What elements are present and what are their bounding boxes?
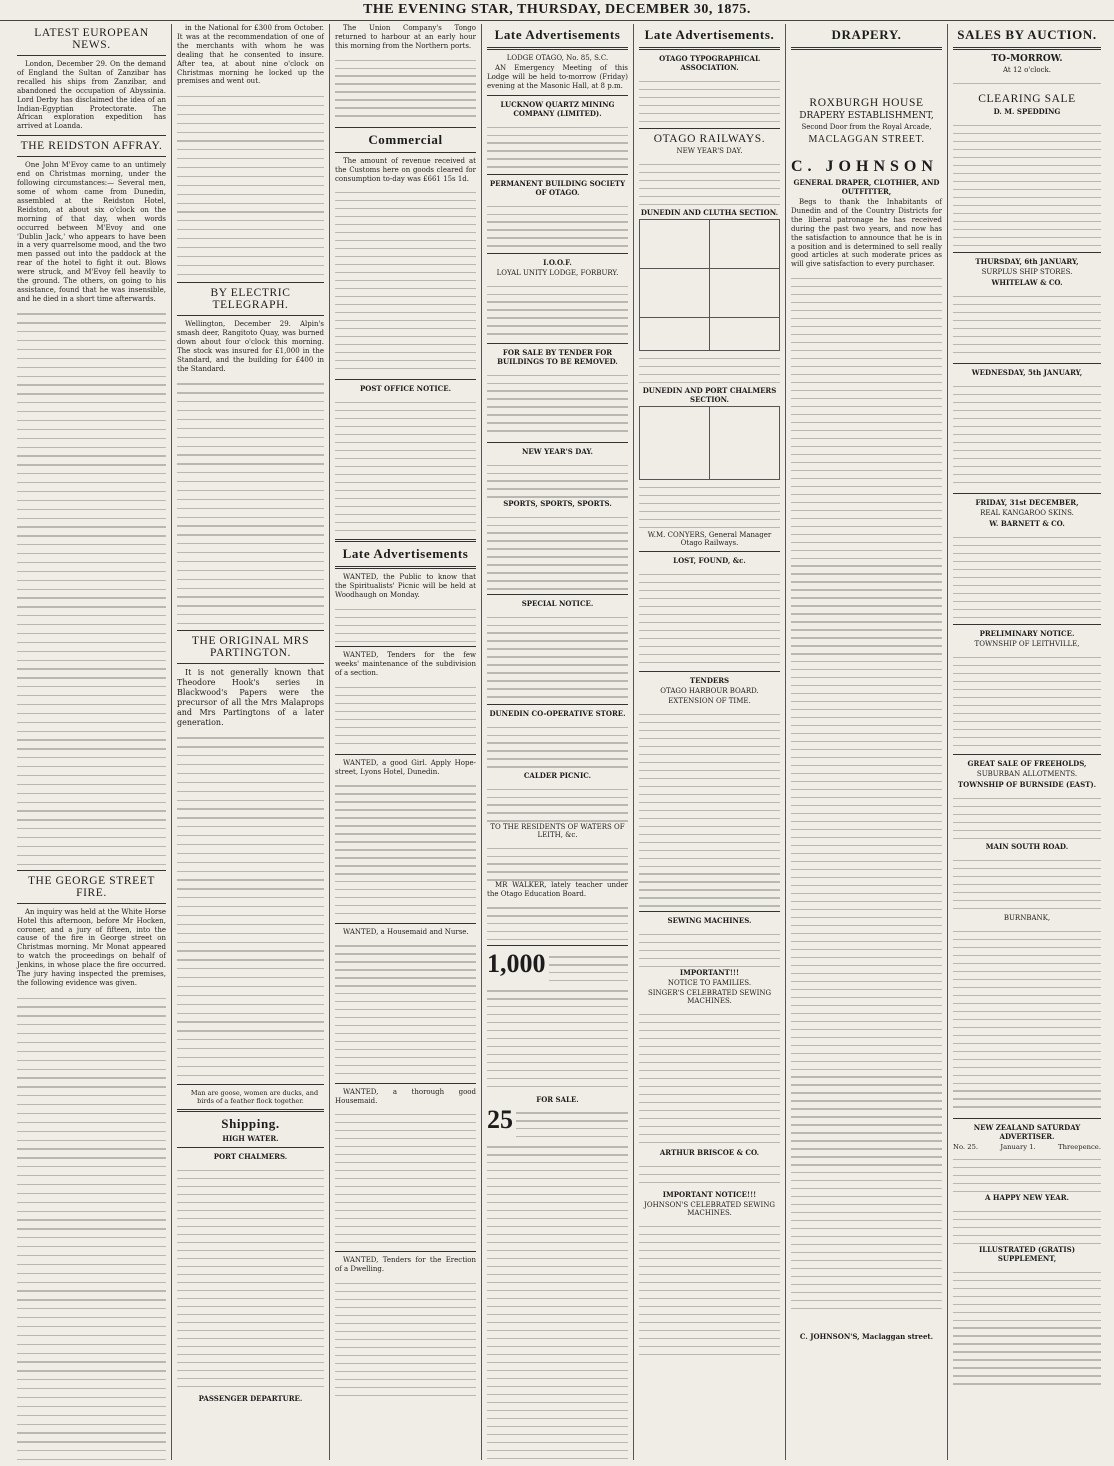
- article-partington: It is not generally known that Theodore Hook's series in Blackwood's Papers were the precursor of all the Mrs Malaprops and Mrs Partingtons of a later generation.: [177, 667, 324, 727]
- ad-lines: [639, 480, 780, 530]
- masthead: THE EVENING STAR, THURSDAY, DECEMBER 30, 1875.: [0, 0, 1114, 21]
- ad-lines: [487, 279, 628, 339]
- ad-lines: [639, 1007, 780, 1147]
- residents-notice: TO THE RESIDENTS OF WATERS OF LEITH, &c.: [490, 822, 625, 839]
- article-commercial: The amount of revenue received at the Customs here on goods cleared for consumption to-day was £661 15s 1d.: [335, 156, 476, 183]
- classified-ad: WANTED, Tenders for the few weeks' maintenance of the subdivision of a section.: [335, 651, 476, 750]
- ad-lines: [953, 118, 1101, 248]
- new-years-day: NEW YEAR'S DAY.: [522, 446, 593, 456]
- loyal-unity: LOYAL UNITY LODGE, FORBURY.: [496, 268, 619, 277]
- filler-quip: Man are goose, women are ducks, and birds of a feather flock together.: [190, 1088, 319, 1105]
- article-body-lines: [17, 990, 166, 1460]
- building-society: PERMANENT BUILDING SOCIETY OF OTAGO.: [489, 178, 626, 197]
- headline-george-street-fire: THE GEORGE STREET FIRE.: [27, 874, 156, 899]
- sales-auction-title: SALES BY AUCTION.: [957, 27, 1097, 42]
- barnett-name: W. BARNETT & CO.: [989, 519, 1065, 528]
- acres-ad: 25: [487, 1106, 628, 1140]
- ad-lines: [487, 610, 628, 700]
- ad-lines: [639, 927, 780, 967]
- ad-lines: [953, 1204, 1101, 1244]
- tender-sale: FOR SALE BY TENDER FOR BUILDINGS TO BE REMOVED.: [497, 347, 618, 366]
- ad-lines: [639, 1219, 780, 1359]
- dunedin-port-chalmers: DUNEDIN AND PORT CHALMERS SECTION.: [642, 386, 777, 404]
- ad-lines: [487, 120, 628, 170]
- arthur-briscoe: ARTHUR BRISCOE & CO.: [659, 1148, 760, 1157]
- ad-lines: [953, 379, 1101, 489]
- late-advertisements-title: Late Advertisements: [494, 27, 621, 42]
- columns: [12, 24, 1106, 1460]
- ad-lines: [487, 841, 628, 881]
- main-south-road: MAIN SOUTH ROAD.: [985, 842, 1069, 851]
- article-body-lines: [177, 88, 324, 278]
- drapery-estab: DRAPERY ESTABLISHMENT,: [799, 111, 934, 121]
- late-advertisements-title: Late Advertisements: [342, 546, 469, 562]
- headline-shipping: Shipping.: [221, 1116, 280, 1132]
- extension-time: EXTENSION OF TIME.: [668, 697, 751, 705]
- special-notice: SPECIAL NOTICE.: [521, 598, 594, 608]
- ad-lines: [953, 530, 1101, 620]
- article-telegraph: Wellington, December 29. Alpin's smash deer, Rangitoto Quay, was burned down about four o'clock this morning. The stock was insured for £1,000 in the Standard, and the building for £400 in the Standard.: [177, 320, 324, 373]
- ad-lines: [953, 1152, 1101, 1192]
- article-body-lines: [17, 306, 166, 866]
- illustrated-supplement: ILLUSTRATED (GRATIS) SUPPLEMENT,: [978, 1244, 1076, 1263]
- headline-mrs-partington: THE ORIGINAL MRS PARTINGTON.: [191, 634, 310, 659]
- classified-ad: WANTED, a Housemaid and Nurse.: [335, 928, 476, 1079]
- cooperative-store: DUNEDIN CO-OPERATIVE STORE.: [489, 708, 626, 718]
- drapery-list-lines: [791, 271, 942, 1331]
- ad-lines: [487, 510, 628, 590]
- otago-railways: OTAGO RAILWAYS.: [653, 133, 766, 145]
- column-7: [948, 24, 1106, 1460]
- lucknow-quartz: LUCKNOW QUARTZ MINING COMPANY (LIMITED).: [500, 99, 615, 118]
- ad-lines: [953, 791, 1101, 841]
- dunedin-clutha: DUNEDIN AND CLUTHA SECTION.: [640, 208, 779, 217]
- article-body-lines: [335, 53, 476, 123]
- at-12-oclock: At 12 o'clock.: [1002, 66, 1051, 74]
- article-body-lines: [177, 376, 324, 626]
- insurance-ad: 1,000: [487, 950, 628, 984]
- post-office-notice: POST OFFICE NOTICE.: [359, 384, 452, 394]
- for-sale-title: FOR SALE.: [536, 1094, 579, 1104]
- johnson-name: C. JOHNSON: [791, 158, 938, 175]
- ad-lines: [953, 289, 1101, 359]
- ad-lines: [639, 567, 780, 667]
- ad-lines: [639, 351, 780, 385]
- singer-machines: SINGER'S CELEBRATED SEWING MACHINES.: [647, 989, 772, 1005]
- walker-ad: MR WALKER, lately teacher under the Otago Education Board.: [487, 880, 628, 898]
- township-leithville: TOWNSHIP OF LEITHVILLE,: [974, 640, 1080, 648]
- typographical-assoc: OTAGO TYPOGRAPHICAL ASSOCIATION.: [659, 54, 760, 72]
- article-george-street-fire: An inquiry was held at the White Horse Hotel this afternoon, before Mr Hocken, coroner, and a jury of fifteen, into the cause of the fire in George street on Christmas morning. Mr Monat appeared to watch the proceedings on behalf of Jenkins, in whose place the fire occurred. The jury having inspected the premises, the following evidence was given.: [17, 907, 166, 987]
- friday-date: FRIDAY, 31st DECEMBER,: [975, 498, 1079, 507]
- article-body-lines: [177, 730, 324, 1080]
- lodge-otago: LODGE OTAGO, No. 85, S.C.: [506, 54, 609, 62]
- port-chalmers-label: PORT CHALMERS.: [213, 1152, 288, 1162]
- ad-lines: [953, 924, 1101, 1114]
- calder-picnic: CALDER PICNIC.: [523, 770, 592, 780]
- ad-lines: [953, 650, 1101, 750]
- column-4: [482, 24, 634, 1460]
- issue-line: No. 25. January 1. Threepence.: [953, 1143, 1101, 1151]
- kangaroo-skins: REAL KANGAROO SKINS.: [980, 509, 1074, 517]
- classified-ad: WANTED, a good Girl. Apply Hope-street, Lyons Hotel, Dunedin.: [335, 759, 476, 919]
- ad-lines: [487, 368, 628, 438]
- ad-lines: [639, 707, 780, 907]
- ad-lines: [639, 74, 780, 124]
- tenders-title: TENDERS: [689, 676, 730, 685]
- article-fire-continued: in the National for £300 from October. It was at the recommendation of one of the merchants with whom he was dealing that he consented to insure. After tea, at about nine o'clock on Christmas morning he locked up the premises and went out.: [177, 24, 324, 86]
- sewing-machines: SEWING MACHINES.: [667, 916, 752, 925]
- ioof-title: I.O.O.F.: [543, 257, 572, 267]
- important-notice: IMPORTANT NOTICE!!!: [662, 1190, 757, 1199]
- column-6: [786, 24, 948, 1460]
- lost-found: LOST, FOUND, &c.: [673, 556, 746, 565]
- ad-lines: [487, 901, 628, 941]
- spedding-name: D. M. SPEDDING: [993, 107, 1061, 116]
- railways-new-year: NEW YEAR'S DAY.: [676, 147, 743, 155]
- lodge-notice: AN Emergency Meeting of this Lodge will be held to-morrow (Friday) evening at the Masonic Hall, at 8 p.m.: [487, 64, 628, 90]
- timetable-port-chalmers: [639, 406, 780, 480]
- ad-lines: [487, 720, 628, 770]
- great-sale: GREAT SALE OF FREEHOLDS,: [967, 759, 1087, 768]
- headline-electric-telegraph: BY ELECTRIC TELEGRAPH.: [210, 287, 291, 312]
- ad-lines: [487, 458, 628, 498]
- late-advertisements-title: Late Advertisements.: [644, 27, 775, 42]
- drapery-address: Second Door from the Royal Arcade,: [801, 123, 932, 131]
- passenger-departure-label: PASSENGER DEPARTURE.: [198, 1394, 303, 1404]
- headline-reidston-affray: THE REIDSTON AFFRAY.: [20, 140, 163, 153]
- headline-commercial: Commercial: [368, 131, 443, 147]
- johnson-footer: C. JOHNSON'S, Maclaggan street.: [799, 1332, 934, 1342]
- whitelaw-name: WHITELAW & CO.: [991, 278, 1063, 287]
- notice-families: NOTICE TO FAMILIES.: [667, 979, 752, 987]
- suburban-allotments: SUBURBAN ALLOTMENTS.: [976, 770, 1078, 778]
- ad-lines: [487, 199, 628, 249]
- johnson-intro: Begs to thank the Inhabitants of Dunedin and of the Country Districts for the liberal patronage he has received during the past two years, and now has the satisfaction to announce that he is in a position and is determined to sell really good articles at such moderate prices as will give satisfaction to every purchaser.: [791, 198, 942, 269]
- article-union-company: The Union Company's Tongo returned to harbour at an early hour this morning from the Northern ports.: [335, 24, 476, 50]
- sports-title: SPORTS, SPORTS, SPORTS.: [503, 498, 612, 508]
- timetable-clutha: [639, 219, 780, 351]
- high-water-label: HIGH WATER.: [222, 1134, 279, 1144]
- burnside-township: TOWNSHIP OF BURNSIDE (EAST).: [957, 780, 1097, 789]
- ad-lines: [639, 1159, 780, 1189]
- tomorrow: TO-MORROW.: [991, 54, 1063, 64]
- drapery-title: DRAPERY.: [831, 27, 902, 42]
- notice-lines: [335, 395, 476, 535]
- burnbank: BURNBANK,: [1003, 914, 1051, 922]
- ad-lines: [953, 76, 1101, 90]
- important-title: IMPORTANT!!!: [679, 968, 740, 977]
- railway-manager: W.M. CONYERS, General Manager Otago Railways.: [647, 531, 772, 547]
- wednesday-date: WEDNESDAY, 5th JANUARY,: [971, 368, 1083, 377]
- classified-ad: WANTED, Tenders for the Erection of a Dwelling.: [335, 1256, 476, 1396]
- maclaggan-street: MACLAGGAN STREET.: [808, 134, 925, 145]
- classified-ad: WANTED, the Public to know that the Spiritualists' Picnic will be held at Woodhaugh on Monday.: [335, 573, 476, 642]
- column-3: [330, 24, 482, 1460]
- thursday-date: THURSDAY, 6th JANUARY,: [975, 257, 1079, 266]
- column-1: [12, 24, 172, 1460]
- johnson-trade: GENERAL DRAPER, CLOTHIER, AND OUTFITTER,: [793, 178, 940, 196]
- column-2: [172, 24, 330, 1460]
- ad-lines: [487, 984, 628, 1094]
- article-body-lines: [335, 185, 476, 375]
- preliminary-notice: PRELIMINARY NOTICE.: [979, 629, 1075, 638]
- classified-ad: WANTED, a thorough good Housemaid.: [335, 1088, 476, 1248]
- roxburgh-house: ROXBURGH HOUSE: [809, 97, 924, 109]
- happy-new-year: A HAPPY NEW YEAR.: [985, 1192, 1069, 1202]
- nz-saturday-advertiser: NEW ZEALAND SATURDAY ADVERTISER.: [973, 1123, 1081, 1141]
- ad-lines: [639, 157, 780, 207]
- headline-european-news: LATEST EUROPEAN NEWS.: [34, 27, 149, 51]
- surplus-stores: SURPLUS SHIP STORES.: [981, 268, 1073, 276]
- ad-lines: [953, 1265, 1101, 1385]
- ad-lines: [487, 1140, 628, 1460]
- article-european-news: London, December 29. On the demand of England the Sultan of Zanzibar has recalled his ships from Zanzibar, and abandoned the occupation of Abyssinia. Lord Derby has disclaimed the idea of an Indian-Egyptian Protectorate. The African exploration expedition has arrived at Loanda.: [17, 60, 166, 131]
- ad-lines: [487, 782, 628, 822]
- harbour-board: OTAGO HARBOUR BOARD.: [660, 687, 759, 695]
- article-reidston-affray: One John M'Evoy came to an untimely end on Christmas morning, under the following circumstances:— Several men, some of whom came from Dunedin, assembled at the Reidston Hotel, Reidston, at about six o'clock on the morning of that day, when words occurred between M'Evoy and one 'Dublin Jack,' who appears to have been in a very quarrelsome mood, and the two men passed out into the paddock at the rear of the hotel to fight it out. Blows were struck, and M'Evoy fell heavily to the ground. The others, on going to his assistance, found that he was insensible, and he died in a short time afterwards.: [17, 161, 166, 303]
- ad-lines: [953, 853, 1101, 913]
- johnson-machines: JOHNSON'S CELEBRATED SEWING MACHINES.: [644, 1201, 775, 1217]
- shipping-lines: [177, 1163, 324, 1393]
- column-5: [634, 24, 786, 1460]
- clearing-sale: CLEARING SALE: [978, 93, 1076, 105]
